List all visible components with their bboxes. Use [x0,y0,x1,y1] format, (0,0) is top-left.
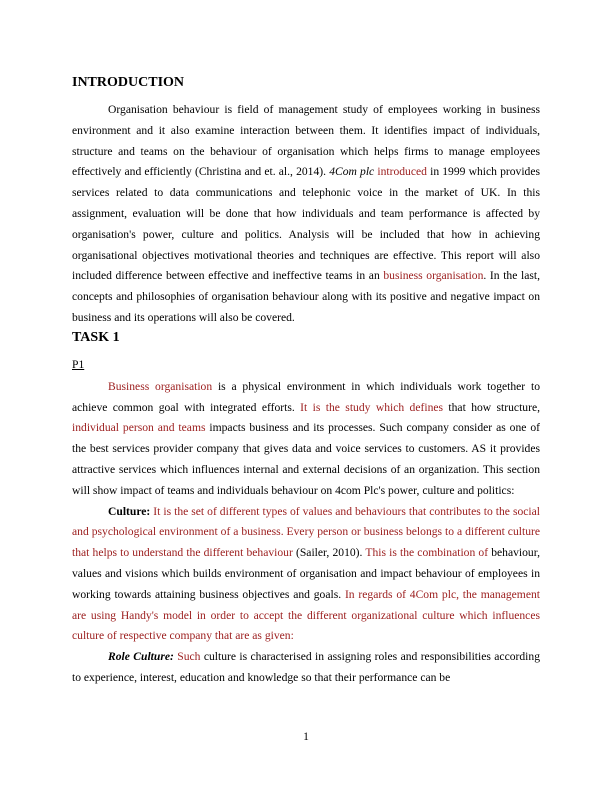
culture-label: Culture: [108,504,151,518]
role-culture-text: culture is characterised in assigning roles and responsibilities according to experience, interest, education and knowledge so that their performance can be [72,650,540,684]
intro-introduced-highlight: introduced [377,165,427,179]
introduction-paragraph [72,100,540,329]
intro-text-b: in 1999 which provides services related to data communications and telephonic voice in the market of UK. In this assignment, evaluation will be done that how individuals and team performance is affected by organisation's power, culture and politics. Analysis will be included that how in achieving organisational objectives motivational theories and techniques are effective. This report will also included difference between effective and ineffective teams in an [72,165,541,283]
intro-company-name: 4Com plc [329,165,375,179]
p1-label: P1 [72,357,85,371]
intro-text-a: Organisation behaviour is field of management study of employees working in business environment and it also examine interaction between them. It identifies impact of individuals, structure and teams on the behaviour of organisation which helps firms to manage employees effectively and efficiently (Christina and et. al., 2014). [72,103,540,179]
culture-paragraph [72,502,540,648]
culture-definition-highlight: It is the set of different types of values and behaviours that contributes to the social and psychological environment of a business. Every person or business belongs to a different culture that helps to understand the different behaviour [72,504,540,560]
task1-study-highlight: It is the study which defines [300,400,444,414]
role-culture-label: Role Culture: [108,650,174,664]
document-page [72,74,540,689]
page-number: 1 [303,730,309,743]
task1-text-a: is a physical environment in which individuals work together to achieve common goal with integrated efforts. [72,379,540,414]
role-culture-such-highlight: Such [173,650,201,664]
introduction-heading: INTRODUCTION [72,75,185,90]
task1-text-c: impacts business and its processes. Such company consider as one of the best services provider company that gives data and voice services to customers. AS it provides attractive services which influences internal and external decisions of an organization. This section will show impact of teams and individuals behaviour on 4com Plc's power, culture and politics: [72,421,540,497]
role-culture-paragraph [72,647,540,689]
task1-text-b: that how structure, [443,400,541,414]
task1-heading: TASK 1 [72,329,120,345]
task1-individual-highlight: individual person and teams [72,421,206,435]
culture-combination-highlight: This is the combination of [365,546,489,560]
task1-paragraph [72,377,540,502]
culture-citation: (Sailer, 2010). [292,546,366,560]
culture-text-b: behaviour, values and visions which builds environment of organisation and impact behaviour of employees in working towards attaining business objectives and goals. [72,546,540,601]
intro-text-c: . In the last, concepts and philosophies of organisation behaviour along with its positive and negative impact on business and its operations will also be covered. [72,269,540,324]
culture-handy-model-highlight: In regards of 4Com plc, the management are using Handy's model in order to accept the different organizational culture which influences culture of respective company that are as given: [72,587,540,643]
intro-business-organisation-highlight: business organisation [383,269,484,283]
task1-business-organisation-highlight: Business organisation [108,379,213,393]
